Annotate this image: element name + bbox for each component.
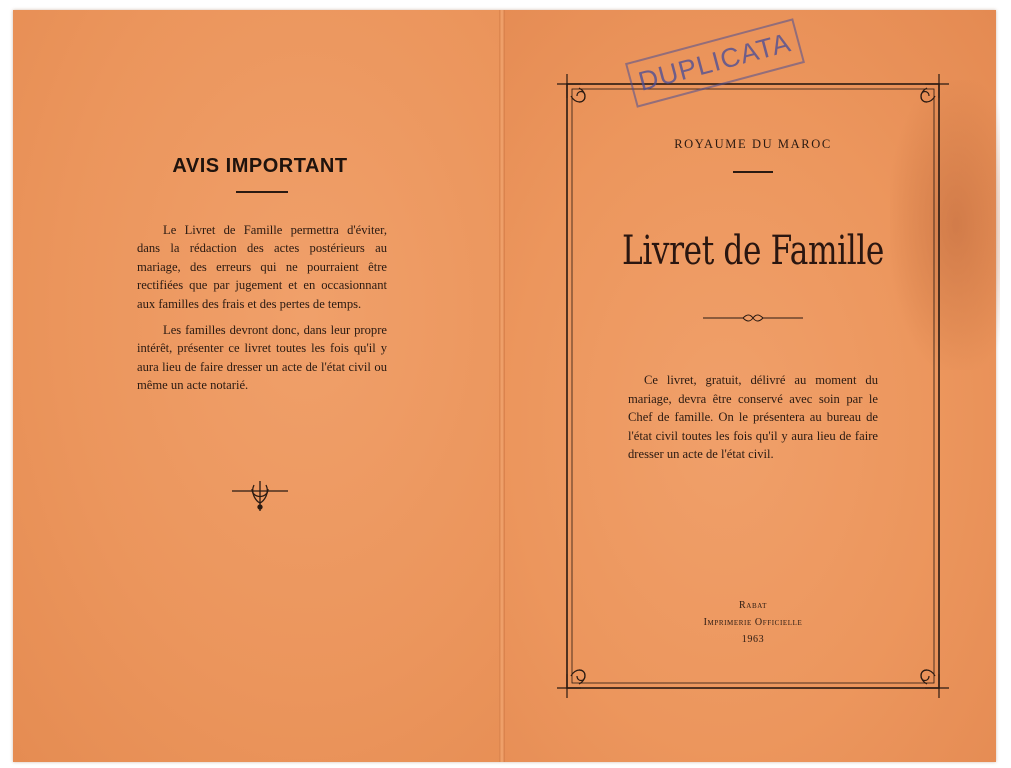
kingdom-rule	[733, 171, 773, 173]
notice-paragraph: Ce livret, gratuit, délivré au moment du mariage, devra être conservé avec soin par le Chef de famille. On le présentera au bureau de l'état civil toutes les fois qu'il y aura lieu de faire dresser un acte de l'état civil.	[628, 373, 878, 462]
fleuron-ornament-icon	[230, 479, 290, 513]
avis-title: AVIS IMPORTANT	[172, 155, 348, 177]
imprint	[557, 597, 949, 648]
duplicata-stamp: DUPLICATA	[625, 18, 805, 107]
booklet-spine	[499, 10, 505, 762]
imprint-year: 1963	[741, 634, 765, 645]
kingdom-heading: ROYAUME DU MAROC	[674, 137, 832, 151]
avis-paragraph-2: Les familles devront donc, dans leur propre intérêt, présenter ce livret toutes les fois qu'il y aura lieu de faire dresser un acte de l'état civil ou même un acte notarié.	[137, 323, 387, 393]
imprint-city: Rabat	[739, 600, 767, 611]
avis-title-rule	[236, 191, 288, 193]
avis-body	[137, 221, 387, 403]
title-ornament-icon	[703, 313, 803, 323]
imprint-printer: Imprimerie Officielle	[703, 617, 803, 628]
notice-body	[628, 371, 878, 464]
avis-paragraph-1: Le Livret de Famille permettra d'éviter, dans la rédaction des actes postérieurs au mariage, des erreurs qui ne pourraient être rectifiées que par jugement et en occasionnant aux familles des frais et des pertes de temps.	[137, 223, 387, 311]
booklet-title: Livret de Famille	[621, 228, 885, 274]
